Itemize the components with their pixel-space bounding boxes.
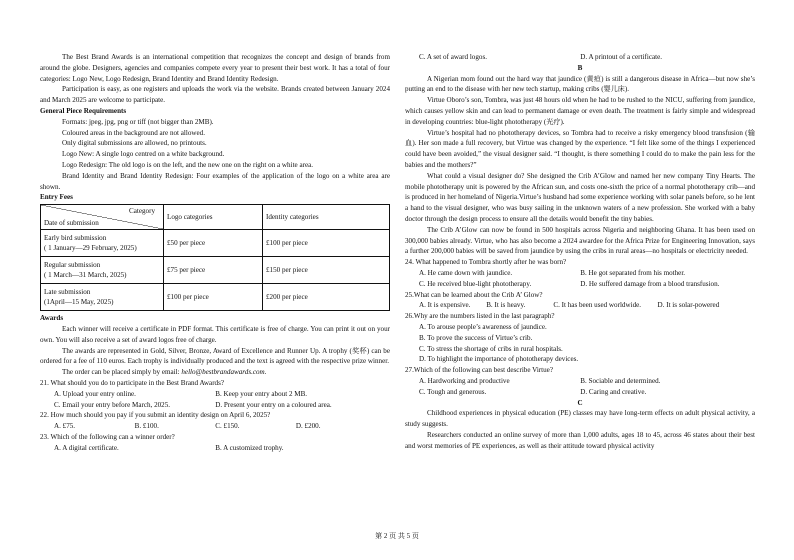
section-b-heading: B — [577, 63, 583, 72]
col-header-identity: Identity categories — [263, 205, 390, 230]
option: D. Present your entry on a coloured area. — [215, 400, 332, 409]
awards-paragraph-1: Each winner will receive a certificate in PDF format. This certificate is free of charge. You can print it out on your own. You will also receive a set of award logos free of charge. — [40, 324, 390, 344]
passage-b-paragraph: Virtue’s hospital had no phototherapy devices, so Tombra had to receive a risky emergency blood transfusion (输血). Her son made a full recovery, but Virtue was changed by the experience. “I felt like some of the things I experienced could have been avoided,” the visual designer said. “I thought, is there something I could do to make the pain less for the babies and the mothers?” — [405, 128, 755, 169]
row-label: Regular submission ( 1 March—31 March, 2025) — [41, 257, 164, 284]
question-24-options — [405, 268, 755, 290]
option: B. Keep your entry about 2 MB. — [215, 389, 308, 398]
intro-paragraph: The Best Brand Awards is an international competition that recognizes the concept and design of brands from around the globe. Designers, agencies and companies compete every year to present their best work. It has a total of four categories: Logo New, Logo Redesign, Brand Identity and Brand Identity Redesign. — [40, 53, 390, 83]
logo-fee-cell: £50 per piece — [164, 230, 263, 257]
option: B. It is heavy. — [486, 301, 526, 310]
logo-fee-cell: £75 per piece — [164, 257, 263, 284]
question-21: 21. What should you do to participate in the Best Brand Awards? — [40, 378, 225, 387]
option: D. He suffered damage from a blood transfusion. — [580, 279, 720, 288]
option: C. He received blue-light phototherapy. — [419, 279, 532, 288]
option: C. Tough and generous. — [419, 387, 487, 396]
col-header-logo: Logo categories — [164, 205, 263, 230]
question-22-options — [40, 421, 390, 432]
logo-fee-cell: £100 per piece — [164, 284, 263, 311]
question-21-options — [40, 389, 390, 411]
question-25: 25.What can be learned about the Crib A’ Glow? — [405, 290, 543, 299]
requirement-item: Coloured areas in the background are not allowed. — [62, 128, 206, 137]
entry-fees-table — [40, 204, 390, 311]
option: A. It is expensive. — [419, 301, 471, 310]
question-23-options — [40, 443, 390, 454]
requirement-item: Only digital submissions are allowed, no printouts. — [62, 139, 207, 148]
option: A. Hardworking and productive — [419, 376, 510, 385]
left-column — [40, 52, 390, 454]
option: D. £200. — [295, 422, 321, 431]
option: B. £100. — [134, 422, 159, 431]
awards-heading: Awards — [40, 314, 64, 323]
question-27: 27.Which of the following can best describe Virtue? — [405, 366, 553, 375]
option: B. To prove the success of Virtue’s crib. — [419, 333, 533, 342]
requirement-item: Logo New: A single logo centred on a white background. — [62, 150, 225, 159]
question-25-options — [405, 300, 755, 311]
corner-date-label: Date of submission — [44, 218, 99, 227]
question-24: 24. What happened to Tombra shortly after he was born? — [405, 258, 567, 267]
question-26: 26.Why are the numbers listed in the last paragraph? — [405, 312, 555, 321]
awards-paragraph-2: The awards are represented in Gold, Silver, Bronze, Award of Excellence and Runner Up. A trophy (奖杯) can be ordered for a fee of 110 euros. Each trophy is individually produced and the text is agreed with the respective prize winner. — [40, 346, 390, 366]
right-column — [405, 52, 755, 451]
question-23-options-continued — [405, 52, 755, 63]
passage-b-paragraph: A Nigerian mom found out the hard way that jaundice (黄疸) is still a dangerous disease in Africa—but now she’s putting an end to the disease with her new tech startup, making cribs (婴儿床). — [405, 74, 755, 94]
question-26-options — [405, 322, 755, 365]
table-row — [41, 257, 390, 284]
row-label: Early bird submission ( 1 January—29 February, 2025) — [41, 230, 164, 257]
corner-category-label: Category — [128, 207, 155, 216]
option: C. £150. — [215, 422, 240, 431]
option: D. Caring and creative. — [580, 387, 647, 396]
identity-fee-cell: £150 per piece — [263, 257, 390, 284]
option: A. Upload your entry online. — [54, 389, 136, 398]
requirement-item: Logo Redesign: The old logo is on the left, and the new one on the right on a white area. — [62, 160, 314, 169]
question-27-options — [405, 376, 755, 398]
option: C. It has been used worldwide. — [553, 301, 642, 310]
option: C. A set of award logos. — [419, 53, 487, 61]
passage-c-paragraph: Researchers conducted an online survey of more than 1,000 adults, ages 18 to 45, across 46 states about their best and worst memories of PE experiences, as well as their attitude toward physical activity — [405, 430, 755, 450]
requirements-heading: General Piece Requirements — [40, 106, 127, 115]
page-footer: 第 2 页 共 5 页 — [375, 532, 419, 540]
option: D. To highlight the importance of phototherapy devices. — [419, 355, 579, 364]
option: C. To stress the shortage of cribs in rural hospitals. — [419, 344, 563, 353]
passage-b-paragraph: What could a visual designer do? She designed the Crib A’Glow and named her new company Tiny Hearts. The mobile phototherapy unit is powered by the African sun, and costs one-sixth the price of a normal phototherapy crib—and is produced in her homeland of Nigeria.Virtue’s husband had some experience working with solar panels before, so he lent a hand to the visual designer, who was busy sailing in the unknown waters of a new profession. She worked with a baby doctor through the design process to ensure all the details would benefit the tiny babies. — [405, 171, 755, 223]
identity-fee-cell: £100 per piece — [263, 230, 390, 257]
question-23: 23. Which of the following can a winner order? — [40, 432, 175, 441]
fees-heading: Entry Fees — [40, 193, 73, 202]
participation-paragraph: Participation is easy, as one registers and uploads the work via the website. Brands created between January 2024 and March 2025 are welcome to participate. — [40, 85, 390, 105]
option: A. To arouse people’s awareness of jaundice. — [419, 322, 547, 331]
requirement-item: Brand Identity and Brand Identity Redesign: Four examples of the application of the logo on a white area are shown. — [40, 171, 390, 191]
passage-b-paragraph: The Crib A’Glow can now be found in 500 hospitals across Nigeria and neighboring Ghana. It has been used on 300,000 babies already. Virtue, who has also become a 2024 awardee for the Africa Prize for Engineering Innovation, says a further 200,000 babies will be saved from jaundice by using the cribs in rural areas—no hospitals or electricity needed. — [405, 225, 755, 256]
option: B. He got separated from his mother. — [580, 268, 686, 277]
question-22: 22. How much should you pay if you submit an identity design on April 6, 2025? — [40, 411, 271, 420]
order-email: hello@bestbrandawards.com. — [181, 368, 267, 377]
table-row — [41, 230, 390, 257]
option: B. A customized trophy. — [215, 443, 284, 452]
section-c-heading: C — [577, 398, 583, 407]
option: A. He came down with jaundice. — [419, 268, 513, 277]
option: D. A printout of a certificate. — [580, 53, 663, 61]
table-corner-cell — [41, 205, 164, 230]
passage-b-paragraph: Virtue Oboro’s son, Tombra, was just 48 hours old when he had to be rushed to the NICU, suffering from jaundice, which causes yellow skin and can lead to permanent damage or even death. The treatment is fairly simple and widespread in developing countries: blue-light phototherapy (光疗). — [405, 96, 755, 126]
option: A. £75. — [54, 422, 76, 431]
option: A. A digital certificate. — [54, 443, 119, 452]
option: B. Sociable and determined. — [580, 376, 661, 385]
requirement-item: Formats: jpeg, jpg, png or tiff (not bigger than 2MB). — [62, 117, 214, 126]
table-header-row — [41, 205, 390, 230]
order-paragraph: The order can be placed simply by email: hello@bestbrandawards.com. — [62, 368, 267, 377]
row-label: Late submission (1April—15 May, 2025) — [41, 284, 164, 311]
identity-fee-cell: £200 per piece — [263, 284, 390, 311]
table-row — [41, 284, 390, 311]
option: C. Email your entry before March, 2025. — [54, 400, 171, 409]
passage-c-paragraph: Childhood experiences in physical education (PE) classes may have long-term effects on adult physical activity, a study suggests. — [405, 409, 755, 429]
option: D. It is solar-powered — [657, 301, 720, 310]
